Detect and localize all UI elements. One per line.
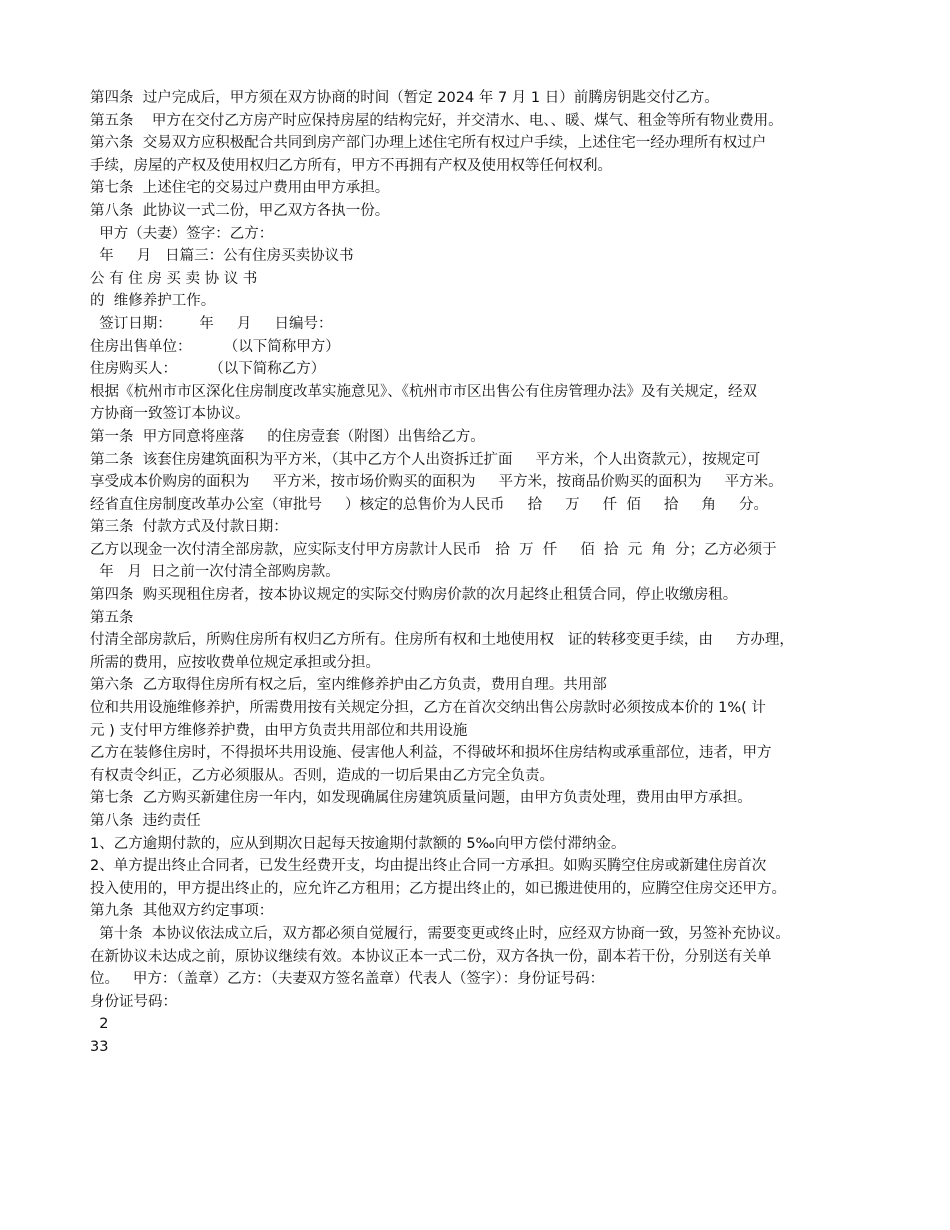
text-line: 第四条 过户完成后，甲方须在双方协商的时间（暂定 2024 年 7 月 1 日）前腾房钥匙交付乙方。: [90, 90, 719, 106]
text-line: 在新协议未达成之前，原协议继续有效。本协议正本一式二份，双方各执一份，副本若干份，分别送有关单: [90, 948, 772, 965]
text-line: 所需的费用，应按收费单位规定承担或分担。: [90, 654, 380, 671]
text-line: 位和共用设施维修养护，所需费用按有关规定分担，乙方在首次交纳出售公房款时必须按成本价的 1%( 计: [90, 700, 766, 717]
document-title: 公 有 住 房 买 卖 协 议 书: [90, 270, 258, 287]
text-line: 第七条 上述住宅的交易过户费用由甲方承担。: [90, 180, 390, 197]
text-line: 第六条 交易双方应积极配合共同到房产部门办理上述住宅所有权过户手续，上述住宅一经办理所有权过户: [90, 135, 767, 152]
text-line: 第八条 此协议一式二份，甲乙双方各执一份。: [90, 202, 390, 219]
text-line: 乙方在装修住房时，不得损坏共用设施、侵害他人利益，不得破坏和损坏住房结构或承重部位，违者，甲方: [90, 745, 772, 762]
text-line: 有权责令纠正，乙方必须服从。否则，造成的一切后果由乙方完全负责。: [90, 767, 554, 784]
text-line: 第五条 甲方在交付乙方房产时应保持房屋的结构完好，并交清水、电、、暖、煤气、租金等所有物业费用。: [90, 112, 783, 129]
signing-date-line: 签订日期： 年 月 日编号：: [90, 315, 333, 332]
text-line: 享受成本价购房的面积为 平方米，按市场价购买的面积为 平方米，按商品价购买的面积为 平方米。: [90, 474, 783, 491]
text-line: 第五条: [90, 609, 134, 626]
text-line: 方协商一致签订本协议。: [90, 406, 250, 423]
text-line: 乙方以现金一次付清全部房款，应实际支付甲方房款计人民币 拾 万 仟 佰 拾 元 角 分；乙方必须于: [90, 541, 777, 558]
seller-line: 住房出售单位： （以下简称甲方）: [90, 338, 340, 355]
text-line: 的 维修养护工作。: [90, 293, 216, 310]
id-number-line: 身份证号码：: [90, 993, 177, 1010]
document-body: [90, 87, 880, 1059]
text-line: 第三条 付款方式及付款日期：: [90, 519, 288, 536]
text-line: 手续，房屋的产权及使用权归乙方所有，甲方不再拥有产权及使用权等任何权利。: [90, 157, 612, 174]
text-line: 第二条 该套住房建筑面积为平方米，（其中乙方个人出资拆迁扩面 平方米，个人出资款元），按规定可: [90, 451, 761, 468]
text-line: 第八条 违约责任: [90, 813, 201, 829]
date-line: 年 月 日篇三：公有住房买卖协议书: [90, 248, 354, 265]
text-line: 经省直住房制度改革办公室（审批号 ）核定的总售价为人民币 拾 万 仟 佰 拾 角 分。: [90, 496, 769, 513]
text-line: 2、单方提出终止合同者，已发生经费开支，均由提出终止合同一方承担。如购买腾空住房或新建住房首次: [90, 858, 767, 875]
text-line: 第六条 乙方取得住房所有权之后，室内维修养护由乙方负责，费用自理。共用部: [90, 677, 607, 694]
text-line: 1、乙方逾期付款的，应从到期次日起每天按逾期付款额的 5‰向甲方偿付滞纳金。: [90, 835, 626, 852]
text-line: 投入使用的，甲方提出终止的，应允许乙方租用；乙方提出终止的，如已搬进使用的，应腾空住房交还甲方。: [90, 880, 786, 897]
buyer-line: 住房购买人： （以下简称乙方）: [90, 361, 326, 378]
text-line: 第七条 乙方购买新建住房一年内，如发现确属住房建筑质量问题，由甲方负责处理，费用由甲方承担。: [90, 790, 752, 807]
text-line: 年 月 日之前一次付清全部购房款。: [90, 564, 340, 581]
page-number: 2: [90, 1016, 109, 1033]
text-line: 第十条 本协议依法成立后，双方都必须自觉履行，需要变更或终止时，应经双方协商一致，另签补充协议。: [90, 925, 790, 942]
signature-line: 位。 甲方：（盖章）乙方：（夫妻双方签名盖章）代表人（签字）：身份证号码：: [90, 971, 605, 988]
text-line: 元 ) 支付甲方维修养护费，由甲方负责共用部位和共用设施: [90, 722, 468, 739]
signature-line: 甲方（夫妻）签字：乙方：: [90, 225, 274, 242]
text-line: 第四条 购买现租住房者，按本协议规定的实际交付购房价款的次月起终止租赁合同，停止收缴房租。: [90, 587, 738, 604]
page-number: 33: [90, 1038, 109, 1055]
text-line: 第九条 其他双方约定事项：: [90, 903, 274, 920]
text-line: 根据《杭州市市区深化住房制度改革实施意见》、《杭州市市区出售公有住房管理办法》及有关规定，经双: [90, 383, 757, 400]
text-line: 付清全部房款后，所购住房所有权归乙方所有。住房所有权和土地使用权 证的转移变更手续，由 方办理，: [90, 632, 794, 649]
text-line: 第一条 甲方同意将座落 的住房壹套（附图）出售给乙方。: [90, 428, 485, 445]
